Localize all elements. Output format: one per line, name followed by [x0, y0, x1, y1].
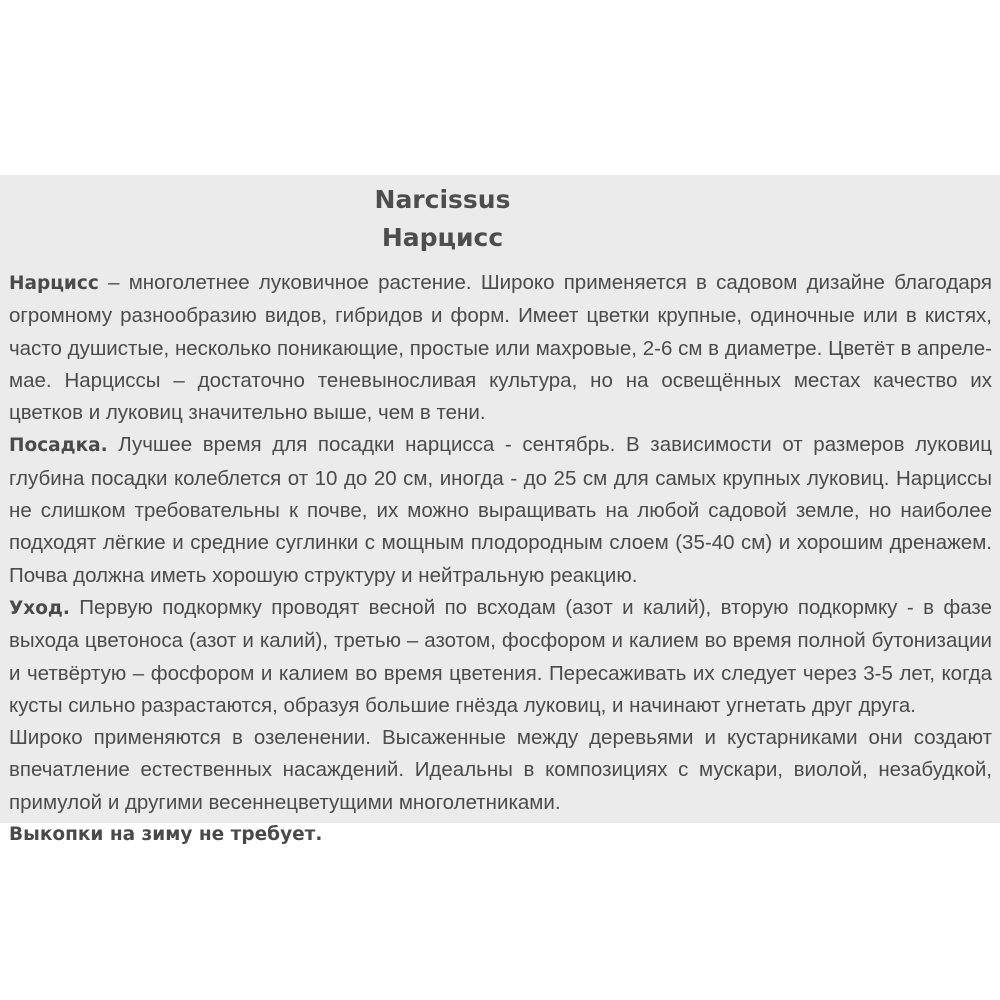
- paragraph-text: – многолетнее луковичное растение. Широко применяется в садовом дизайне благодаря огромному разнообразию видов, гибридов и форм. Имеет цветки крупные, одиночные или в кистях, часто душистые, несколько поникающие, простые или махровые, 2-6 см в диаметре. Цветёт в апреле-мае. Нарциссы – достаточно теневыносливая культура, но на освещённых местах качество их цветков и луковиц значительно выше, чем в тени.: [9, 271, 992, 425]
- paragraph-text: Широко применяются в озеленении. Высаженные между деревьями и кустарниками они создают впечатление естественных насаждений. Идеальны в композициях с мускари, виолой, незабудкой, примулой и другими весеннецветущими многолетниками.: [9, 726, 992, 814]
- paragraph-lead: Уход.: [9, 597, 70, 619]
- paragraph-overview: [9, 267, 992, 429]
- paragraph-planting: [9, 429, 992, 591]
- title-block: [9, 181, 992, 257]
- plant-label-card: [0, 175, 1000, 846]
- title-latin: Narcissus: [374, 185, 511, 214]
- closing-note: Выкопки на зиму не требует.: [9, 824, 323, 846]
- paragraph-text: Лучшее время для посадки нарцисса - сентябрь. В зависимости от размеров луковиц глубина посадки колеблется от 10 до 20 см, иногда - до 25 см для самых крупных луковиц. Нарциссы не слишком требовательны к почве, их можно выращивать на любой садовой земле, но наиболее подходят лёгкие и средние суглинки с мощным плодородным слоем (35-40 см) и хорошим дренажем. Почва должна иметь хорошую структуру и нейтральную реакцию.: [9, 433, 992, 587]
- paragraph-care: [9, 592, 992, 722]
- description-body: [9, 267, 992, 851]
- paragraph-lead: Нарцисс: [9, 273, 99, 294]
- title-russian: Нарцисс: [381, 223, 504, 252]
- paragraph-landscaping: [9, 722, 992, 819]
- paragraph-lead: Посадка.: [9, 435, 108, 457]
- paragraph-text: Первую подкормку проводят весной по всходам (азот и калий), вторую подкормку - в фазе выхода цветоноса (азот и калий), третью – азотом, фосфором и калием во время полной бутонизации и четвёртую – фосфором и калием во время цветения. Пересаживать их следует через 3-5 лет, когда кусты сильно разрастаются, образуя большие гнёзда луковиц, и начинают угнетать друг друга.: [9, 595, 992, 717]
